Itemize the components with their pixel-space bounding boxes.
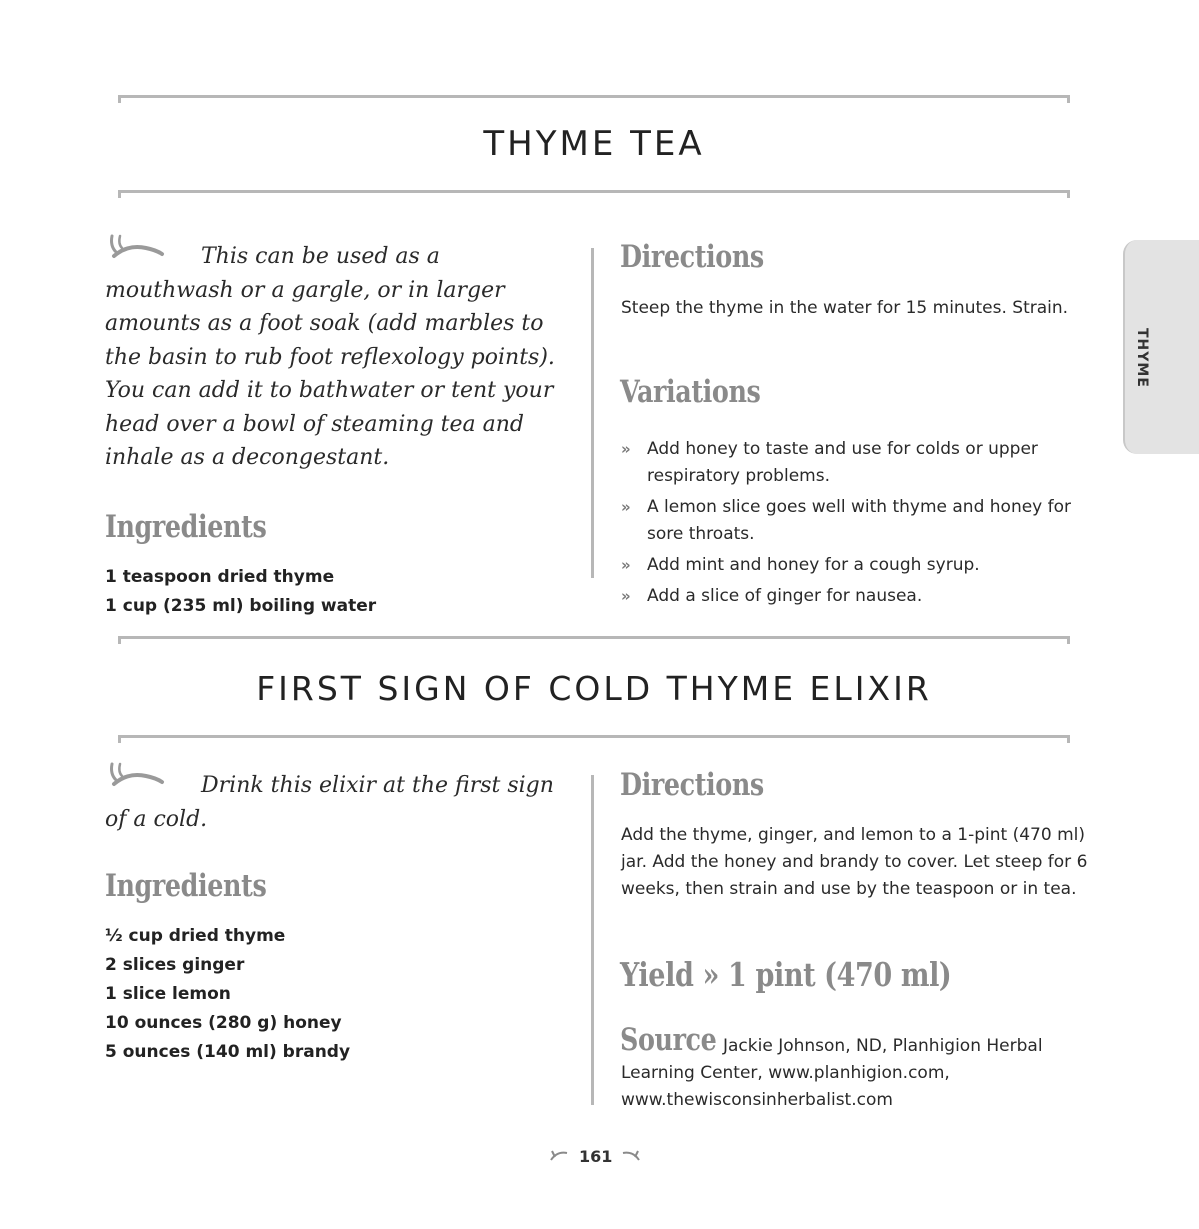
ingredients-list-2 — [105, 922, 350, 1067]
variations-list — [621, 436, 1091, 614]
column-divider — [591, 248, 594, 578]
title-divider-2 — [118, 735, 1070, 743]
ingredients-heading-2: Ingredients — [105, 868, 267, 904]
ingredient-item: 1 slice lemon — [105, 984, 231, 1004]
variation-item: » Add honey to taste and use for colds or upper respiratory problems. — [621, 436, 1091, 490]
directions-heading-2: Directions — [620, 767, 764, 803]
recipe-title-2: FIRST SIGN OF COLD THYME ELIXIR — [256, 669, 932, 708]
leaf-ornament-left-icon — [549, 1149, 569, 1163]
ingredient-item: 1 teaspoon dried thyme — [105, 567, 335, 587]
double-chevron-icon: » — [621, 440, 631, 458]
ingredient-item: ½ cup dried thyme — [105, 926, 286, 946]
ingredient-item: 10 ounces (280 g) honey — [105, 1013, 342, 1033]
variation-item: » A lemon slice goes well with thyme and honey for sore throats. — [621, 494, 1091, 548]
double-chevron-icon: » — [621, 556, 631, 574]
ingredient-item: 1 cup (235 ml) boiling water — [105, 596, 377, 616]
variations-heading: Variations — [620, 374, 761, 410]
double-chevron-icon: » — [621, 498, 631, 516]
leaf-ornament-right-icon — [621, 1149, 641, 1163]
directions-text: Steep the thyme in the water for 15 minutes. Strain. — [621, 298, 1069, 318]
double-chevron-icon: » — [621, 587, 631, 605]
yield-heading: Yield » 1 pint (470 ml) — [620, 955, 952, 994]
recipe-intro: This can be used as a mouthwash or a gargle, or in larger amounts as a foot soak (add marbles to the basin to rub foot reflexology points). You can add it to bathwater or tent your head over a bowl of steaming tea and inhale as a decongestant. — [105, 244, 555, 470]
page-number-text: 161 — [579, 1147, 613, 1166]
section-divider — [118, 636, 1070, 644]
column-divider-2 — [591, 775, 594, 1105]
ingredient-item: 5 ounces (140 ml) brandy — [105, 1042, 351, 1062]
page-number — [545, 1145, 641, 1169]
section-tab-label: THYME — [1134, 328, 1150, 388]
recipe-intro-2: Drink this elixir at the first sign of a cold. — [105, 773, 554, 832]
directions-text-2: Add the thyme, ginger, and lemon to a 1-pint (470 ml) jar. Add the honey and brandy to cover. Let steep for 6 weeks, then strain and use by the teaspoon or in tea. — [621, 825, 1088, 899]
ingredients-heading: Ingredients — [105, 509, 267, 545]
source-heading: Source — [620, 1022, 717, 1058]
top-divider — [118, 95, 1070, 103]
source-text: Jackie Johnson, ND, Planhigion Herbal Learning Center, www.planhigion.com, www.thewisconsinherbalist.com — [621, 1036, 1043, 1110]
recipe-title: THYME TEA — [483, 124, 705, 164]
variation-item: » Add mint and honey for a cough syrup. — [621, 552, 1091, 579]
title-divider — [118, 190, 1070, 198]
variation-item: » Add a slice of ginger for nausea. — [621, 583, 1091, 610]
ingredient-item: 2 slices ginger — [105, 955, 245, 975]
ingredients-list — [105, 563, 376, 621]
directions-heading: Directions — [620, 239, 764, 275]
